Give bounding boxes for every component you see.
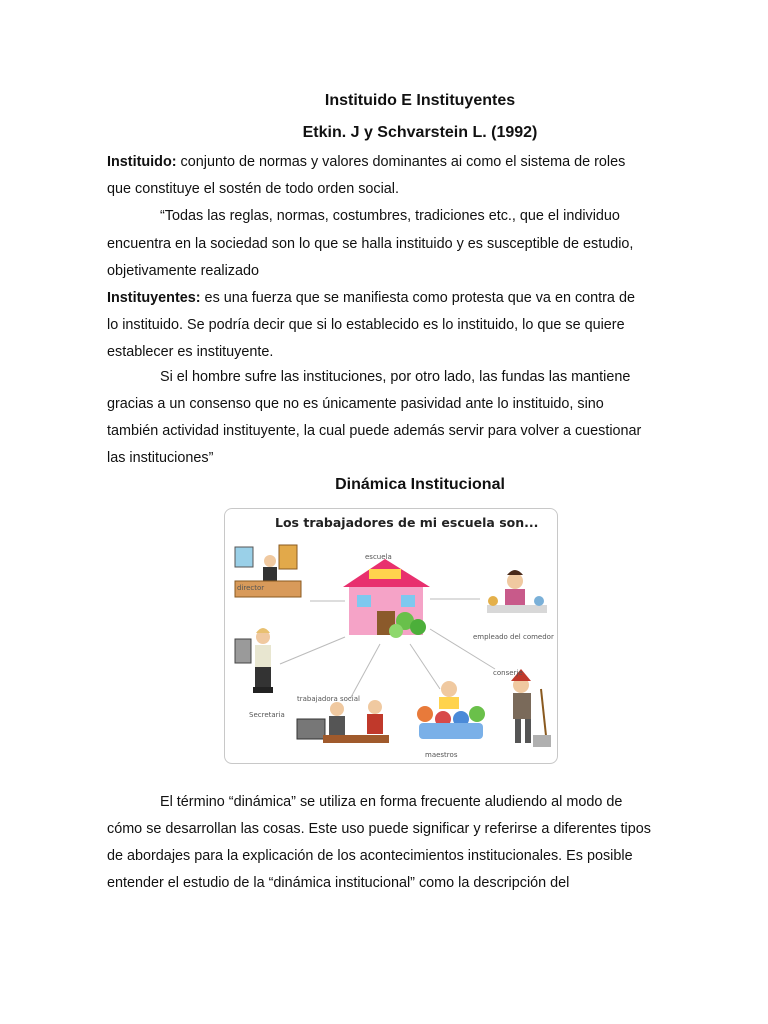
label-escuela: escuela — [365, 553, 392, 561]
label-empleado: empleado del comedor — [473, 633, 554, 641]
label-director: director — [237, 584, 265, 592]
text-instituido-1: conjunto de normas y valores dominantes ai como el sistema de roles — [176, 154, 626, 170]
paragraph-instituido-line-2: que constituye el sostén de todo orden social. — [107, 181, 400, 197]
paragraph-instituyentes-line-3: establecer es instituyente. — [107, 344, 274, 360]
quote-line-3: objetivamente realizado — [107, 263, 259, 279]
document-authors: Etkin. J y Schvarstein L. (1992) — [302, 124, 538, 141]
label-conserje: conserje — [493, 669, 523, 677]
document-title: Instituido E Instituyentes — [324, 92, 516, 109]
paragraph-dinamica-line-2: cómo se desarrollan las cosas. Este uso puede significar y referirse a diferentes tipos — [107, 821, 651, 837]
label-trabajadora-social: trabajadora social — [297, 695, 360, 703]
paragraph-dinamica-line-1: El término “dinámica” se utiliza en forma frecuente aludiendo al modo de — [160, 794, 623, 810]
secretary-icon — [235, 628, 273, 693]
label-maestros: maestros — [425, 751, 458, 759]
dining-employee-icon — [487, 570, 547, 613]
school-icon — [343, 559, 430, 638]
paragraph-dinamica-line-3: de abordajes para la explicación de los acontecimientos institucionales. Es posible — [107, 848, 633, 864]
paragraph-instituyentes-line-1 — [107, 289, 635, 307]
paragraph-hombre-line-2: gracias a un consenso que no es únicamente pasividad ante lo instituido, sino — [107, 396, 604, 412]
label-secretaria: Secretaria — [249, 711, 285, 719]
text-instituyentes-1: es una fuerza que se manifiesta como protesta que va en contra de — [200, 290, 635, 306]
social-worker-icon — [297, 700, 389, 743]
term-instituido: Instituido: — [107, 154, 177, 170]
teachers-icon — [417, 681, 485, 739]
paragraph-hombre-line-4: las instituciones” — [107, 450, 214, 466]
illustration-title: Los trabajadores de mi escuela son... — [275, 515, 539, 530]
paragraph-instituyentes-line-2: lo instituido. Se podría decir que si lo establecido es lo instituido, lo que se quiere — [107, 317, 625, 333]
school-workers-illustration — [224, 508, 558, 764]
term-instituyentes: Instituyentes: — [107, 290, 201, 306]
quote-line-1: “Todas las reglas, normas, costumbres, tradiciones etc., que el individuo — [160, 208, 620, 224]
paragraph-hombre-line-1: Si el hombre sufre las instituciones, por otro lado, las fundas las mantiene — [160, 369, 631, 385]
janitor-icon — [511, 669, 551, 747]
paragraph-dinamica-line-4: entender el estudio de la “dinámica institucional” como la descripción del — [107, 875, 570, 891]
quote-line-2: encuentra en la sociedad son lo que se halla instituido y es susceptible de estudio, — [107, 236, 634, 252]
section-title: Dinámica Institucional — [335, 476, 505, 493]
paragraph-hombre-line-3: también actividad instituyente, la cual puede además servir para volver a cuestionar — [107, 423, 642, 439]
paragraph-instituido-line-1 — [107, 153, 625, 171]
